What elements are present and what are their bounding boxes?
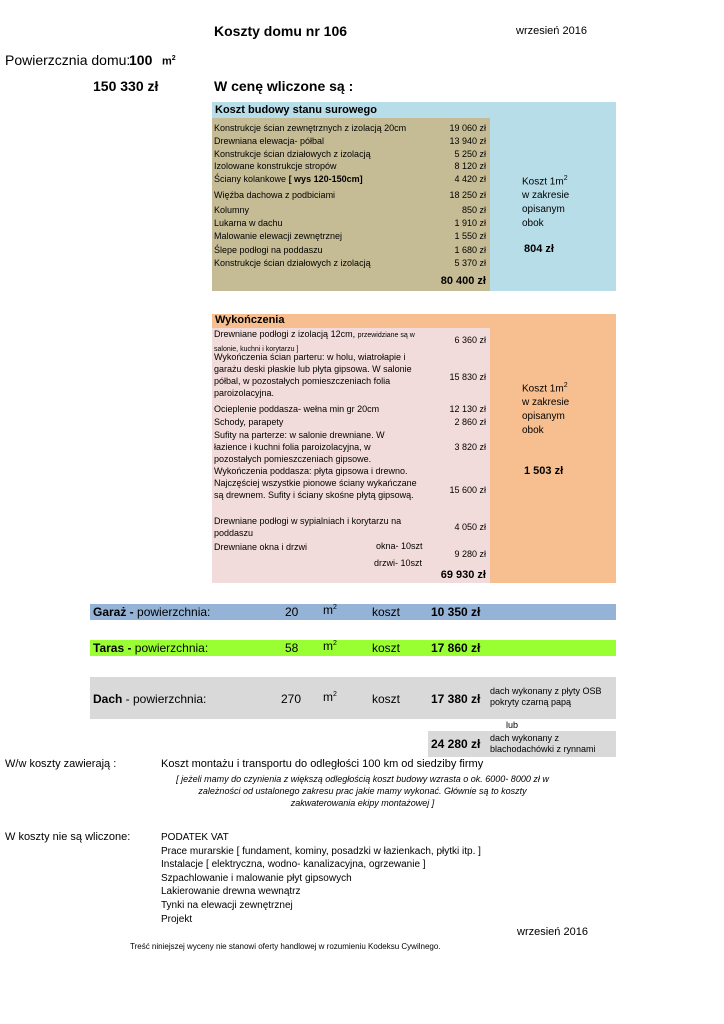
footer-date: wrzesień 2016 <box>517 926 588 938</box>
wykonczenia-heading: Wykończenia <box>215 314 285 326</box>
surowy-item-label: Lukarna w dachu <box>214 218 283 228</box>
surowy-item-label: Malowanie elewacji zewnętrznej <box>214 231 343 241</box>
wykonczenia-item-label: Schody, parapety <box>214 417 284 427</box>
wykonczenia-item-label: Sufity na parterze: w salonie drewniane. W łazience i kuchni folia paroizolacyjna, w pozostałych pomieszczeniach gipsowe. <box>214 430 385 464</box>
dach-area: 270 <box>281 692 302 706</box>
garaz-area: 20 <box>285 605 299 619</box>
wykonczenia-item-label: Wykończenia poddasza: płyta gipsowa i drewno. Najczęściej wszystkie pionowe ściany wykańczane są drewnem. Sufity i ściany skośne płytą gipsową. <box>214 466 417 500</box>
surowy-item-label: Więźba dachowa z podbiciami <box>214 190 336 200</box>
surowy-item-amount: 13 940 zł <box>449 136 486 146</box>
wykonczenia-item-label: Wykończenia ścian parteru: w holu, wiatrołapie i garażu deski płaskie lub płyta gipsowa. W salonie półbal, w pozostałych pomieszczeniach folia paroizolacyjna. <box>214 352 412 398</box>
area-label: Powierzcznia domu: <box>5 52 131 68</box>
footer-disclaimer: Treść niniejszej wyceny nie stanowi oferty handlowej w rozumieniu Kodeksu Cywilnego. <box>130 942 441 951</box>
dach-koszt-label: koszt <box>372 692 401 706</box>
excluded-item: Szpachlowanie i malowanie płyt gipsowych <box>161 872 352 884</box>
surowy-unit-cost: 804 zł <box>524 243 554 255</box>
garaz-price: 10 350 zł <box>431 605 481 619</box>
wykonczenia-item-amount: 12 130 zł <box>449 404 486 414</box>
surowy-item-label: Konstrukcje ścian działowych z izolacją <box>214 258 371 268</box>
wykonczenia-total: 69 930 zł <box>440 569 486 581</box>
dach-note-alt: dach wykonany z blachodachówki z rynnami <box>490 733 596 754</box>
surowy-item-label: Drewniana elewacja- półbal <box>214 136 325 146</box>
dach-price-alt: 24 280 zł <box>431 737 481 751</box>
surowy-item-label: Ślepe podłogi na poddaszu <box>214 245 323 255</box>
document-title: Koszty domu nr 106 <box>214 23 348 39</box>
excluded-item: Lakierowanie drewna wewnątrz <box>161 886 301 898</box>
surowy-item-label: Konstrukcje ścian zewnętrznych z izolacją 20cm <box>214 123 407 133</box>
wykonczenia-item-label: Drewniane okna i drzwi <box>214 542 308 552</box>
wykonczenia-item-amount: 15 830 zł <box>449 372 486 382</box>
includes-label: W/w koszty zawierają : <box>5 758 117 770</box>
wykonczenia-item-amount: 9 280 zł <box>454 549 486 559</box>
surowy-item-amount: 18 250 zł <box>449 190 486 200</box>
surowy-item-amount: 4 420 zł <box>454 174 486 184</box>
surowy-item-amount: 1 910 zł <box>454 218 486 228</box>
excludes-label: W koszty nie są wliczone: <box>5 831 131 843</box>
taras-price: 17 860 zł <box>431 641 481 655</box>
area-unit: $m^2$ <box>162 55 176 68</box>
includes-note: [ jeżeli mamy do czynienia z większą odległością koszt budowy wzrasta o ok. 6000- 8000 zł w zależności od ustalonego zakresu prac jakie mamy wykonać. Głównie są to koszty zakwaterowania ekipy montażowej ] <box>176 774 549 808</box>
header-date: wrzesień 2016 <box>516 25 587 37</box>
surowy-heading: Koszt budowy stanu surowego <box>215 104 377 116</box>
dach-price: 17 380 zł <box>431 692 481 706</box>
surowy-item-amount: 8 120 zł <box>454 161 486 171</box>
dach-label: Dach - powierzchnia: <box>93 692 207 706</box>
total-price: 150 330 zł <box>93 78 159 94</box>
surowy-item-amount: 5 370 zł <box>454 258 486 268</box>
wykonczenia-item-amount: 2 860 zł <box>454 417 486 427</box>
wykonczenia-unit-cost: 1 503 zł <box>524 465 564 477</box>
area-value: 100 <box>129 52 153 68</box>
excluded-item: Tynki na elewacji zewnętrznej <box>161 899 293 911</box>
surowy-item-label: Izolowane konstrukcje stropów <box>214 161 337 171</box>
surowy-unit-cost-label: Koszt $1m^2$ w zakresie opisanym obok <box>522 175 570 230</box>
surowy-item-amount: 850 zł <box>461 205 486 215</box>
surowy-item-amount: 19 060 zł <box>449 123 486 133</box>
surowy-item-amount: 1 550 zł <box>454 231 486 241</box>
excludes-list <box>161 831 481 926</box>
includes-text: Koszt montażu i transportu do odległości 100 km od siedziby firmy <box>161 758 484 770</box>
wykonczenia-side-panel <box>490 314 616 583</box>
included-heading: W cenę wliczone są : <box>214 78 354 94</box>
excluded-item: Instalacje [ elektryczna, wodno- kanalizacyjna, ogrzewanie ] <box>161 859 426 871</box>
taras-unit: $m^2$ <box>323 639 337 653</box>
excluded-item: PODATEK VAT <box>161 832 229 843</box>
garaz-unit: $m^2$ <box>323 603 337 617</box>
wykonczenia-item-amount: 6 360 zł <box>454 335 486 345</box>
wykonczenia-item-amount: 4 050 zł <box>454 522 486 532</box>
dach-note: dach wykonany z płyty OSB pokryty czarną papą <box>490 686 602 707</box>
taras-area: 58 <box>285 641 299 655</box>
excluded-item: Prace murarskie [ fundament, kominy, posadzki w łazienkach, płytki itp. ] <box>161 845 481 857</box>
windows-count-note: okna- 10szt <box>376 541 423 551</box>
wykonczenia-item-label: Ocieplenie poddasza- wełna min gr 20cm <box>214 404 380 414</box>
surowy-item-amount: 1 680 zł <box>454 245 486 255</box>
surowy-item-label: Kolumny <box>214 205 250 215</box>
dach-or: lub <box>506 720 519 730</box>
surowy-item-label: Ściany kolankowe [ wys 120-150cm] <box>214 174 363 184</box>
garaz-koszt-label: koszt <box>372 605 401 619</box>
taras-label: Taras - powierzchnia: <box>93 641 209 655</box>
surowy-item-amount: 5 250 zł <box>454 149 486 159</box>
wykonczenia-item-label: Drewniane podłogi w sypialniach i korytarzu na poddaszu <box>214 516 402 538</box>
taras-koszt-label: koszt <box>372 641 401 655</box>
wykonczenia-item-amount: 3 820 zł <box>454 442 486 452</box>
surowy-total: 80 400 zł <box>440 275 486 287</box>
wykonczenia-unit-cost-label: Koszt $1m^2$ w zakresie opisanym obok <box>522 382 570 437</box>
wykonczenia-item-label: Drewniane podłogi z izolacją 12cm, przewidziane są w salonie, kuchni i korytarzu ] <box>214 329 415 353</box>
dach-unit: $m^2$ <box>323 690 337 704</box>
wykonczenia-item-amount: 15 600 zł <box>449 485 486 495</box>
doors-count-note: drzwi- 10szt <box>374 558 423 568</box>
surowy-item-label: Konstrukcje ścian działowych z izolacją <box>214 149 371 159</box>
excluded-item: Projekt <box>161 913 193 925</box>
garaz-label: Garaż - powierzchnia: <box>93 605 211 619</box>
